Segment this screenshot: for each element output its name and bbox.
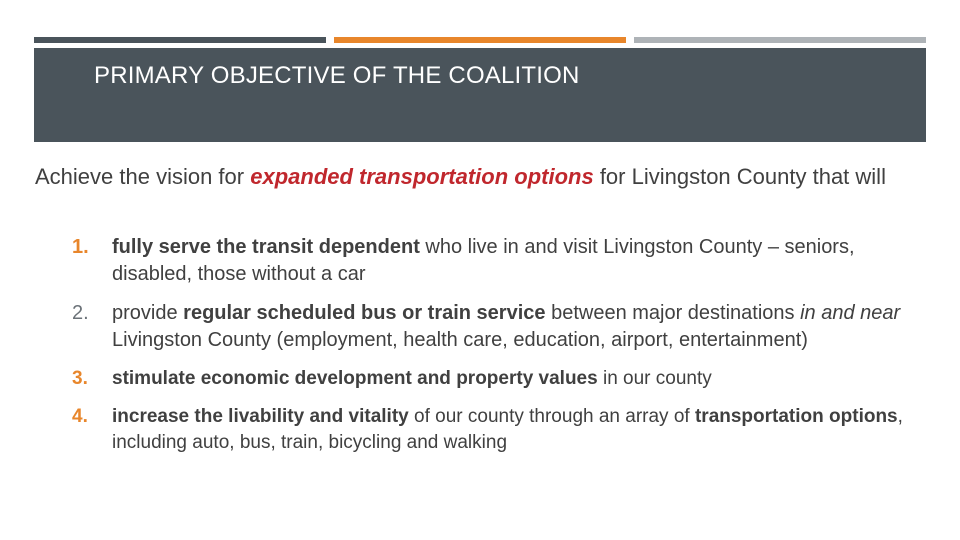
intro-highlight: expanded transportation options	[250, 164, 594, 189]
intro-pre: Achieve the vision for	[35, 164, 251, 189]
item-text: Livingston County (employment, health care, education, airport, entertainment)	[112, 329, 808, 351]
accent-bar-gray	[634, 37, 926, 43]
item-number: 2.	[72, 302, 89, 324]
item-text: who live in and visit Livingston County – seniors, disabled, those without a car	[112, 236, 855, 285]
item-number: 3.	[72, 368, 88, 389]
item-bold: transportation options	[694, 406, 898, 427]
item-bold: fully serve the transit dependent	[112, 236, 420, 258]
item-number: 1.	[72, 236, 89, 258]
list-item	[72, 234, 932, 288]
list-item	[72, 366, 932, 392]
item-text: between major destinations	[545, 302, 801, 324]
item-number: 4.	[72, 406, 88, 427]
accent-bar-orange	[334, 37, 626, 43]
accent-bar-dark	[34, 37, 326, 43]
title-band	[34, 48, 926, 142]
item-bold: regular scheduled bus or train service	[183, 302, 546, 324]
intro-post: for Livingston County that will	[593, 164, 886, 189]
item-bold: increase the livability and vitality	[112, 406, 409, 427]
item-italic: in and near	[800, 302, 901, 324]
item-text: , including auto, bus, train, bicycling and walking	[112, 406, 903, 453]
item-text: in our county	[597, 368, 712, 389]
list-item	[72, 300, 932, 354]
list-item	[72, 404, 932, 456]
slide-title: PRIMARY OBJECTIVE OF THE COALITION	[94, 62, 580, 89]
item-text: provide	[112, 302, 184, 324]
item-bold: stimulate economic development and property values	[112, 368, 598, 389]
item-text: of our county through an array of	[408, 406, 695, 427]
intro-text	[35, 163, 915, 191]
objectives-list	[72, 234, 932, 468]
